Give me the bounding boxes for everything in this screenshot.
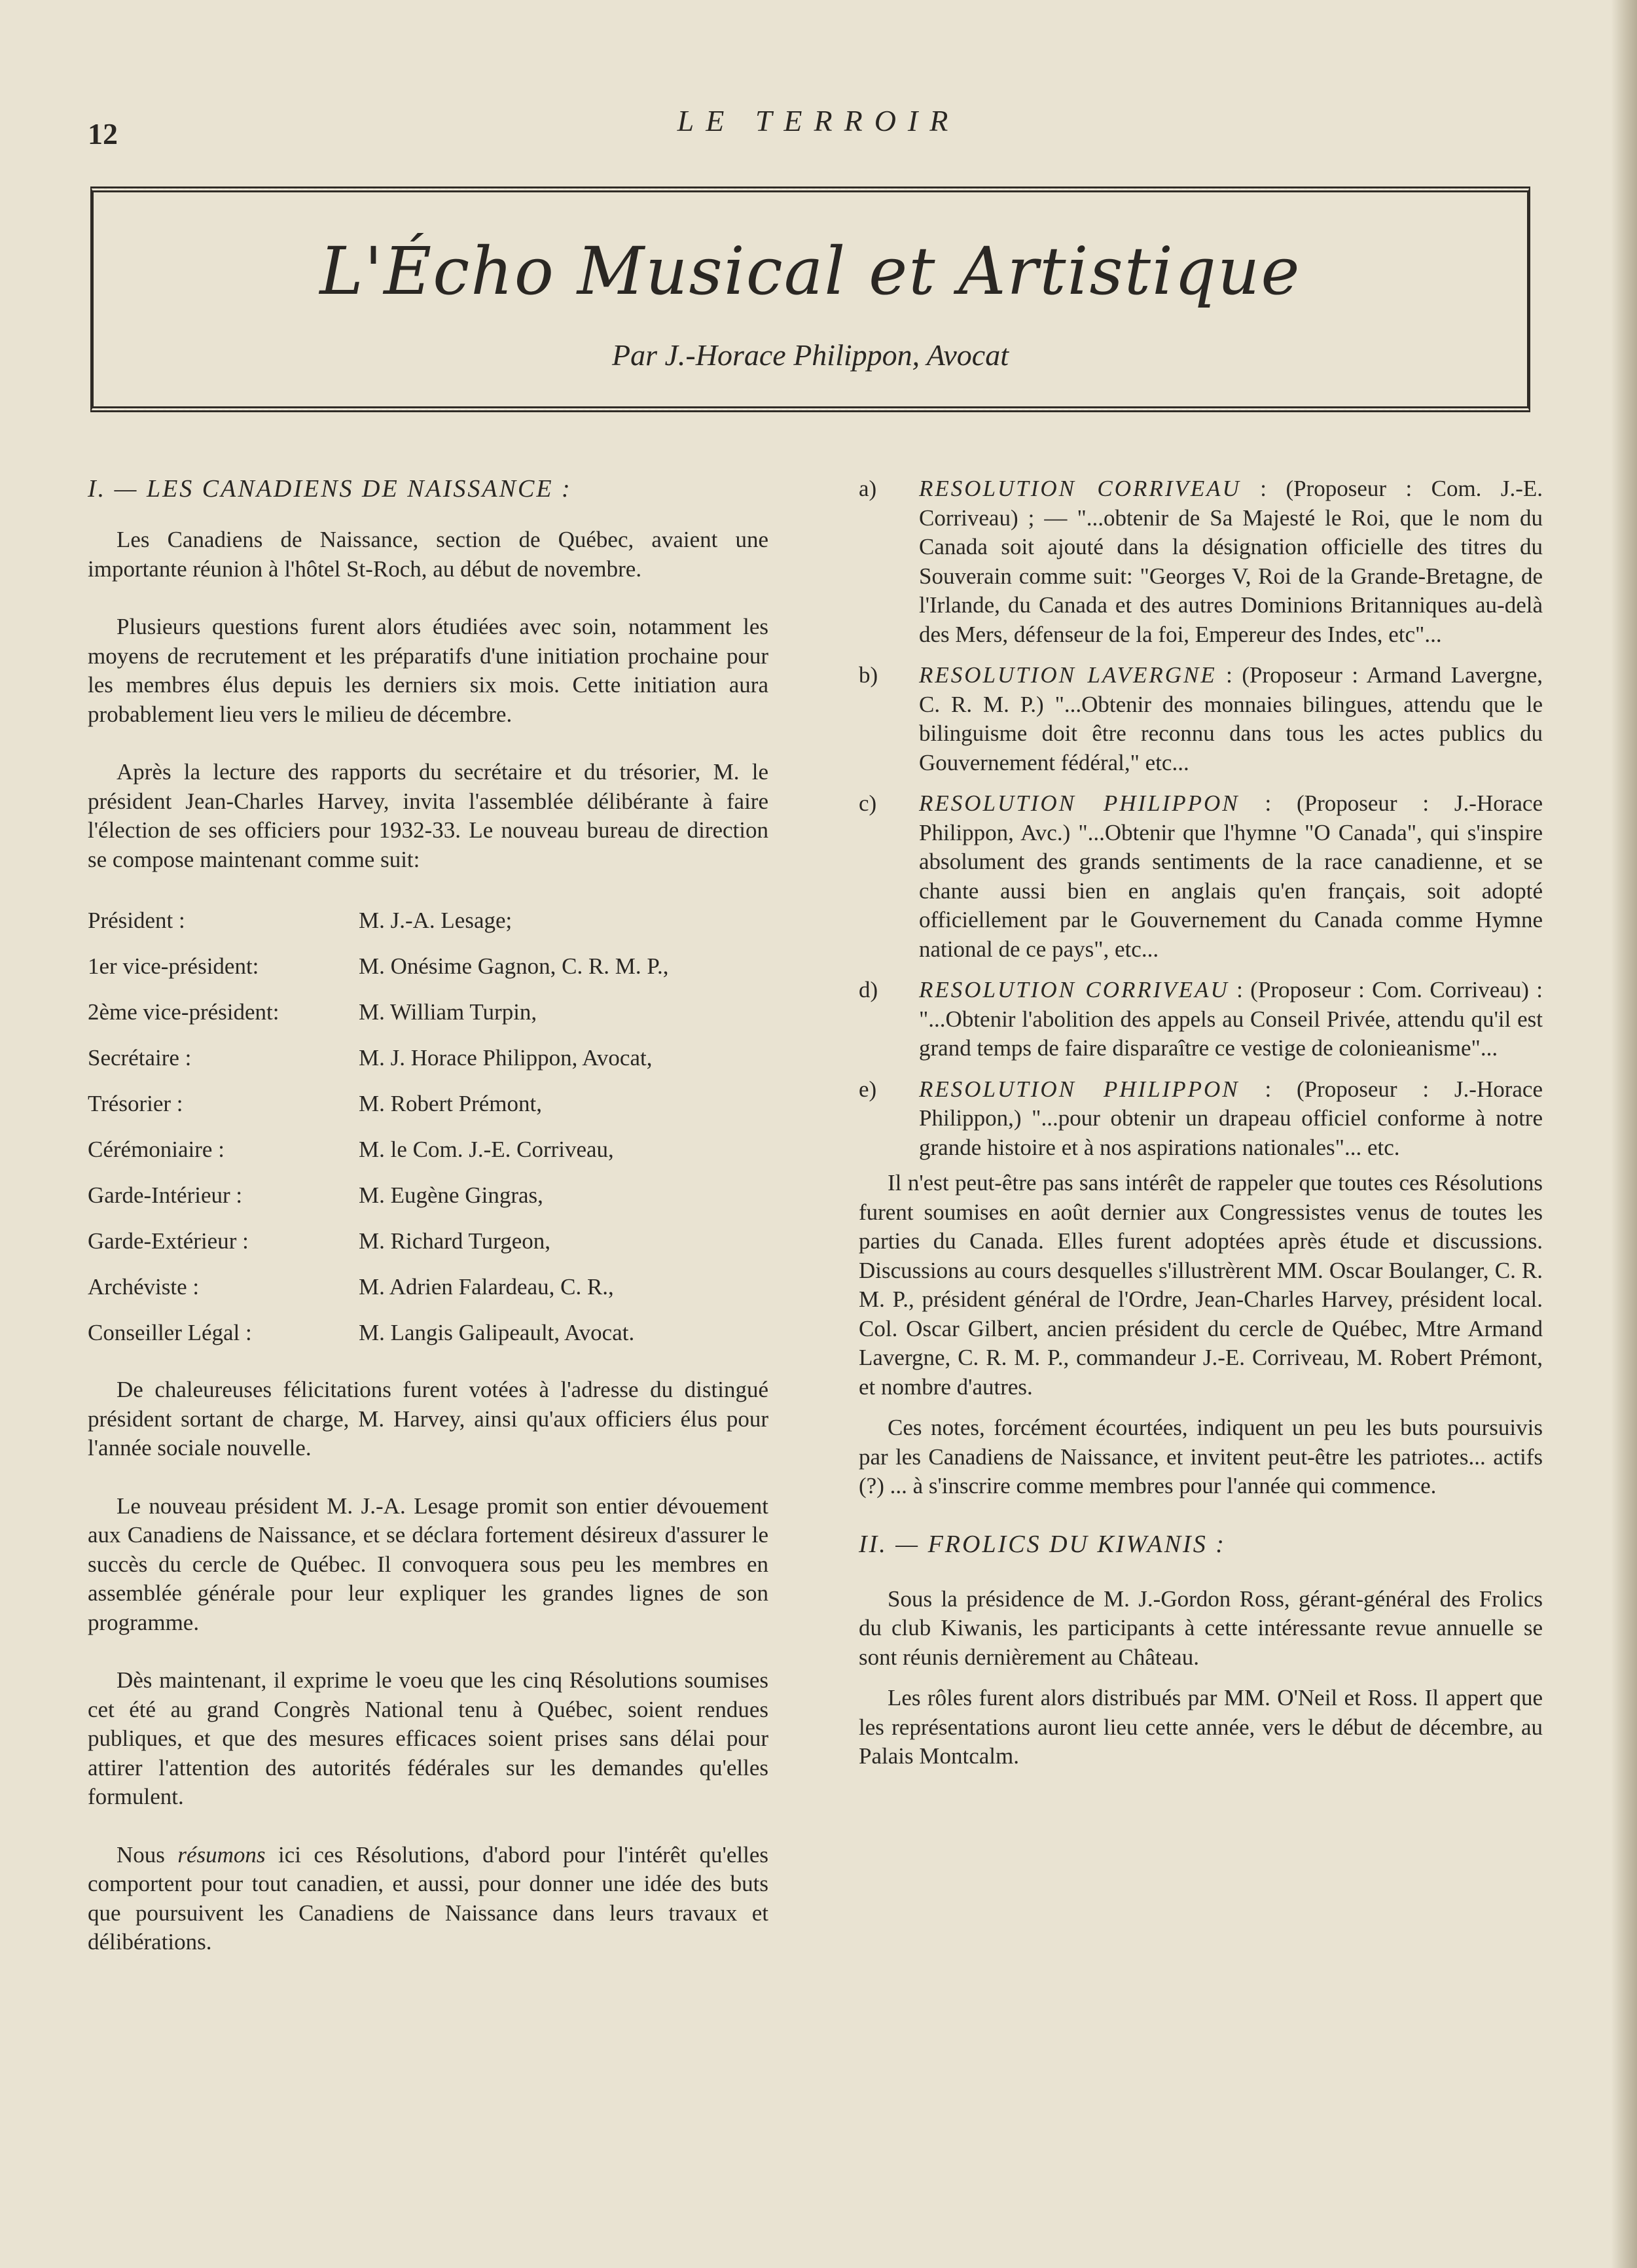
officer-row bbox=[88, 989, 768, 1035]
paragraph: Il n'est peut-être pas sans intérêt de rappeler que toutes ces Résolutions furent soumises en août dernier aux Congressistes venus de toutes les parties du Canada. Elles furent adoptées après étude et discussions. Discussions au cours desquelles s'illustrèrent MM. Oscar Boulanger, C. R. M. P., président général de l'Ordre, Jean-Charles Harvey, président local. Col. Oscar Gilbert, ancien président du cercle de Québec, Mtre Armand Lavergne, C. R. M. P., commandeur J.-E. Corriveau, M. Robert Prémont, et nombre d'autres. bbox=[859, 1170, 1543, 1400]
resolution-item bbox=[859, 474, 1543, 649]
resolution-item bbox=[859, 1075, 1543, 1163]
resolution-title: RESOLUTION PHILIPPON bbox=[919, 790, 1240, 816]
paragraph: Ces notes, forcément écourtées, indiquent un peu les buts poursuivis par les Canadiens de Naissance, et invitent peut-être les patriotes... actifs (?) ... à s'inscrire comme membres pour l'année qui commence. bbox=[859, 1415, 1543, 1498]
officer-name: M. J.-A. Lesage; bbox=[359, 908, 513, 933]
resolution-title: RESOLUTION PHILIPPON bbox=[919, 1076, 1240, 1102]
officer-role: Trésorier : bbox=[88, 1091, 183, 1116]
officer-row bbox=[88, 898, 768, 944]
officer-name: M. William Turpin, bbox=[359, 999, 537, 1025]
officer-row bbox=[88, 1264, 768, 1310]
paragraph: Après la lecture des rapports du secrétaire et du trésorier, M. le président Jean-Charles Harvey, invita l'assemblée délibérante à faire l'élection de ses officiers pour 1932-33. Le nouveau bureau de direction se compose maintenant comme suit: bbox=[88, 759, 768, 872]
officer-row bbox=[88, 1310, 768, 1356]
frame-top-ornament bbox=[94, 188, 1527, 190]
article-byline: Par J.-Horace Philippon, Avocat bbox=[612, 338, 1009, 372]
section-heading-kiwanis: II. — FROLICS DU KIWANIS : bbox=[859, 1530, 1226, 1558]
frame-bottom-ornament bbox=[94, 409, 1527, 410]
officer-row bbox=[88, 1127, 768, 1173]
resolution-letter: a) bbox=[859, 476, 877, 501]
officer-name: M. Onésime Gagnon, C. R. M. P., bbox=[359, 953, 669, 979]
officer-role: Président : bbox=[88, 908, 185, 933]
resolution-text: : (Proposeur : J.-Horace Philippon,) "...pour obtenir un drapeau officiel conforme à notre grande histoire et à nos aspirations nationales"... etc. bbox=[919, 1076, 1543, 1160]
officer-role: Secrétaire : bbox=[88, 1045, 192, 1071]
officer-name: M. Langis Galipeault, Avocat. bbox=[359, 1320, 635, 1345]
officer-name: M. J. Horace Philippon, Avocat, bbox=[359, 1045, 653, 1071]
paragraph: Plusieurs questions furent alors étudiées avec soin, notamment les moyens de recrutement et les préparatifs d'une initiation prochaine pour les membres élus depuis les derniers six mois. Cette initiation aura probablement lieu vers le milieu de décembre. bbox=[88, 614, 768, 727]
paragraph: Le nouveau président M. J.-A. Lesage promit son entier dévouement aux Canadiens de Naissance, et se déclara fortement désireux d'assurer le succès du cercle de Québec. Il convoquera sous peu les membres en assemblée générale pour leur expliquer les grandes lignes de son programme. bbox=[88, 1493, 768, 1635]
resolution-body bbox=[919, 474, 1543, 649]
resolution-item bbox=[859, 976, 1543, 1063]
resolution-letter: c) bbox=[859, 790, 877, 816]
officer-name: M. Adrien Falardeau, C. R., bbox=[359, 1274, 614, 1300]
officer-row bbox=[88, 1218, 768, 1264]
title-frame bbox=[90, 186, 1530, 412]
resolution-title: RESOLUTION LAVERGNE bbox=[919, 662, 1217, 688]
resolution-title: RESOLUTION CORRIVEAU bbox=[919, 977, 1229, 1002]
paragraph: Les rôles furent alors distribués par MM. O'Neil et Ross. Il appert que les représentations auront lieu cette année, vers le début de décembre, au Palais Montcalm. bbox=[859, 1685, 1543, 1769]
officer-role: 2ème vice-président: bbox=[88, 999, 279, 1025]
paragraph: De chaleureuses félicitations furent votées à l'adresse du distingué président sortant de charge, M. Harvey, ainsi qu'aux officiers élus pour l'année sociale nouvelle. bbox=[88, 1377, 768, 1461]
resolution-body bbox=[919, 789, 1543, 964]
officer-row bbox=[88, 944, 768, 989]
text-run: ici ces Résolutions, d'abord pour l'intérêt qu'elles comportent pour tout canadien, et aussi, pour donner une idée des buts que poursuivent les Canadiens de Naissance dans leurs travaux et délibérations. bbox=[88, 1841, 768, 1955]
officer-row bbox=[88, 1081, 768, 1127]
resolution-letter: d) bbox=[859, 977, 878, 1002]
text-run: Nous bbox=[117, 1841, 178, 1868]
resolution-letter: b) bbox=[859, 662, 878, 688]
officer-role: 1er vice-président: bbox=[88, 953, 259, 979]
officer-row bbox=[88, 1173, 768, 1218]
resolution-text: : (Proposeur : Armand Lavergne, C. R. M. P.) "...Obtenir des monnaies bilingues, attendu que le bilinguisme doit être reconnu dans tous les actes publics du Gouvernement fédéral," etc... bbox=[919, 662, 1543, 775]
resolution-body bbox=[919, 976, 1543, 1063]
resolution-text: : (Proposeur : Com. J.-E. Corriveau) ; — "...obtenir de Sa Majesté le Roi, que le nom du Canada soit ajouté dans la désignation officielle des titres du Souverain comme suit: "Georges V, Roi de la Grande-Bretagne, de l'Irlande, du Canada et des autres Dominions Britanniques au-delà des Mers, défenseur de la foi, Empereur des Indes, etc"... bbox=[919, 476, 1543, 647]
resolution-text: : (Proposeur : Com. Corriveau) : "...Obtenir l'abolition des appels au Conseil Privée, attendu qu'il est grand temps de faire disparaître ce vestige de colonieanisme"... bbox=[919, 977, 1543, 1061]
officer-role: Archéviste : bbox=[88, 1274, 200, 1300]
right-column bbox=[859, 474, 1543, 1771]
officer-role: Garde-Intérieur : bbox=[88, 1182, 243, 1208]
officer-name: M. Eugène Gingras, bbox=[359, 1182, 543, 1208]
resolution-title: RESOLUTION CORRIVEAU bbox=[919, 476, 1241, 501]
officer-name: M. Richard Turgeon, bbox=[359, 1228, 550, 1254]
resolution-text: : (Proposeur : J.-Horace Philippon, Avc.) "...Obtenir que l'hymne "O Canada", qui s'inspire absolument des grands sentiments de la race canadienne, et se chante aussi bien en anglais qu'en français, soit adopté officiellement par le Gouvernement du Canada comme Hymne national de ce pays", etc... bbox=[919, 790, 1543, 962]
section-heading-canadiens: I. — LES CANADIENS DE NAISSANCE : bbox=[88, 475, 572, 503]
resolution-item bbox=[859, 661, 1543, 777]
officer-role: Cérémoniaire : bbox=[88, 1137, 225, 1162]
officers-list bbox=[88, 898, 768, 1356]
paragraph: Sous la présidence de M. J.-Gordon Ross, gérant-général des Frolics du club Kiwanis, les participants à cette intéressante revue annuelle se sont réunis dernièrement au Château. bbox=[859, 1586, 1543, 1670]
emphasis: résumons bbox=[177, 1841, 266, 1868]
officer-name: M. Robert Prémont, bbox=[359, 1091, 542, 1116]
officer-name: M. le Com. J.-E. Corriveau, bbox=[359, 1137, 614, 1162]
page-spine-shadow bbox=[1611, 0, 1637, 2268]
resolution-body bbox=[919, 1075, 1543, 1163]
resolution-letter: e) bbox=[859, 1076, 877, 1102]
left-column bbox=[88, 474, 768, 1957]
paragraph: Dès maintenant, il exprime le voeu que les cinq Résolutions soumises cet été au grand Congrès National tenu à Québec, soient rendues publiques, et que des mesures efficaces soient prises sans délai pour attirer l'attention des autorités fédérales sur les demandes qu'elles formulent. bbox=[88, 1667, 768, 1809]
officer-role: Conseiller Légal : bbox=[88, 1320, 252, 1345]
officer-role: Garde-Extérieur : bbox=[88, 1228, 249, 1254]
running-head: LE TERROIR bbox=[677, 104, 960, 137]
resolution-item bbox=[859, 789, 1543, 964]
article-title: L'Écho Musical et Artistique bbox=[319, 233, 1301, 310]
paragraph bbox=[88, 1841, 768, 1957]
paragraph: Les Canadiens de Naissance, section de Québec, avaient une importante réunion à l'hôtel St-Roch, au début de novembre. bbox=[88, 527, 768, 582]
resolution-body bbox=[919, 661, 1543, 777]
page-number: 12 bbox=[88, 117, 118, 151]
officer-row bbox=[88, 1035, 768, 1081]
